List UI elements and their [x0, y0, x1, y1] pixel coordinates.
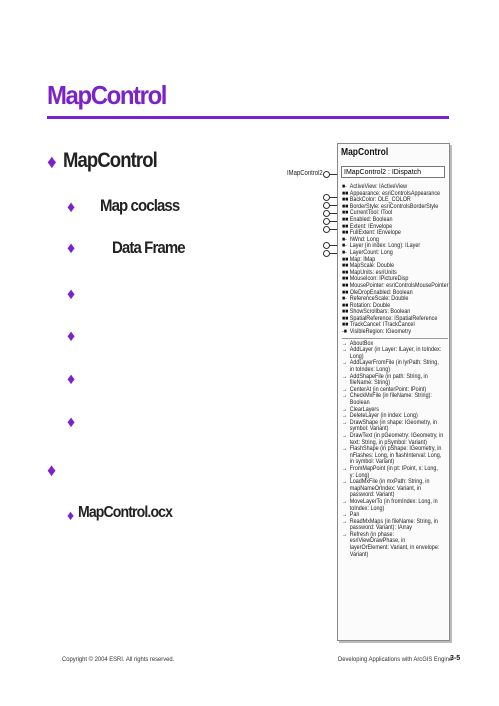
property-text: Appearance: esriControlsAppearance	[349, 189, 441, 197]
method-arrow-icon: →	[342, 360, 348, 367]
method-text: Pan	[349, 511, 360, 519]
bullet-marker: ♦	[67, 371, 76, 388]
method-arrow-icon: →	[342, 512, 348, 519]
get-property-icon: ■-	[342, 249, 347, 256]
method-text: LoadMxFile (in mxPath: String, in mapNameOrIndex: Variant, in password: Variant)	[349, 478, 430, 499]
method-row	[342, 446, 443, 466]
put-property-icon: -■	[342, 329, 347, 336]
method-arrow-icon: →	[342, 479, 348, 486]
method-arrow-icon: →	[342, 465, 348, 472]
property-text: ReferenceScale: Double	[349, 295, 409, 303]
get-property-icon: ■-	[342, 236, 347, 243]
get-put-property-icon: ■■	[342, 230, 349, 237]
property-text: CurrentTool: ITool	[349, 209, 393, 217]
bullet-marker: ♦	[67, 199, 76, 216]
bullet-marker: ♦	[67, 414, 76, 431]
get-put-property-icon: ■■	[342, 256, 349, 263]
bullet-marker: ♦	[47, 152, 57, 173]
bullet-marker: ♦	[67, 240, 76, 257]
property-text: LayerCount: Long	[349, 248, 393, 256]
property-text: Map: IMap	[349, 255, 376, 263]
property-text: hWnd: Long	[349, 235, 379, 243]
method-text: AddLayer (in Layer: ILayer, in toIndex: Long)	[349, 346, 442, 360]
get-property-icon: ■-	[342, 296, 347, 303]
get-put-property-icon: ■■	[342, 289, 349, 296]
bullet-marker: ♦	[67, 328, 76, 345]
bullet-marker: ♦	[47, 460, 57, 480]
method-arrow-icon: →	[342, 498, 348, 505]
method-list	[342, 341, 448, 559]
method-arrow-icon: →	[342, 419, 348, 426]
get-put-property-icon: ■■	[342, 263, 349, 270]
method-text: DrawShape (in shape: IGeometry, in symbol: Variant)	[349, 418, 437, 433]
property-list	[342, 184, 448, 558]
method-text: FlashShape (in pShape: IGeometry, in nFlashes: Long, in flashInterval: Long, in symbol: Variant)	[349, 445, 442, 466]
method-text: AddShapeFile (in path: String, in fileName: String)	[349, 372, 428, 387]
method-text: MoveLayerTo (in fromIndex: Long, in toIndex: Long)	[349, 497, 438, 512]
method-arrow-icon: →	[342, 347, 348, 354]
method-text: AddLayerFromFile (in lyrPath: String, in toIndex: Long)	[349, 359, 439, 374]
property-text: Extent: IEnvelope	[349, 222, 393, 230]
interface-lollipop	[327, 174, 337, 175]
get-put-property-icon: ■■	[342, 210, 349, 217]
method-arrow-icon: →	[342, 386, 348, 393]
method-text: FromMapPoint (in pt: IPoint, x: Long, y: Long)	[349, 464, 438, 479]
interface-box: IMapControl2 : IDispatch	[341, 166, 445, 178]
get-put-property-icon: ■■	[342, 269, 349, 276]
title-divider	[47, 116, 449, 119]
property-row	[342, 329, 433, 336]
interface-lollipop	[327, 197, 337, 198]
get-put-property-icon: ■■	[342, 315, 349, 322]
method-text: CheckMxFile (in fileName: String): Boolean	[349, 392, 432, 406]
interface-label: IMapControl2	[287, 170, 323, 177]
property-text: Rotation: Double	[349, 301, 391, 309]
property-text: FullExtent: IEnvelope	[349, 229, 401, 237]
interface-lollipop	[327, 245, 337, 246]
section-divider	[342, 338, 448, 339]
method-arrow-icon: →	[342, 373, 348, 380]
get-put-property-icon: ■■	[342, 223, 349, 230]
method-text: ReadMxMaps (in fileName: String, in password: Variant): IArray	[349, 517, 438, 532]
method-text: CenterAt (in centerPoint: IPoint)	[349, 385, 427, 393]
bullet-marker: ♦	[67, 507, 75, 523]
method-arrow-icon: →	[342, 446, 348, 453]
bullet-text: MapControl.ocx	[78, 504, 173, 521]
get-put-property-icon: ■■	[342, 216, 349, 223]
property-text: OleDropEnabled: Boolean	[349, 288, 413, 296]
interface-lollipop	[327, 205, 337, 206]
get-put-property-icon: ■■	[342, 203, 349, 210]
get-put-property-icon: ■■	[342, 282, 349, 289]
property-text: BorderStyle: esriControlsBorderStyle	[349, 202, 439, 210]
method-arrow-icon: →	[342, 413, 348, 420]
bullet-text: Map coclass	[100, 196, 180, 215]
method-arrow-icon: →	[342, 406, 348, 413]
page-number: 3-5	[450, 655, 461, 662]
method-text: ClearLayers	[349, 405, 379, 413]
class-title: MapControl	[341, 147, 389, 158]
method-text: AboutBox	[349, 339, 374, 347]
interface-lollipop	[327, 213, 337, 214]
get-put-property-icon: ■■	[342, 190, 349, 197]
method-text: DrawText (in pGeometry: IGeometry, in text: String, in pSymbol: Variant)	[349, 431, 444, 446]
get-property-icon: ■-	[342, 184, 347, 190]
method-text: Refresh (in phase: esriViewDrawPhase, in layerOrElement: Variant, in envelope: Variant)	[349, 530, 440, 558]
bullet-text: Data Frame	[112, 238, 185, 257]
method-arrow-icon: →	[342, 393, 348, 400]
footer-course: Developing Applications with ArcGIS Engine	[338, 656, 453, 663]
property-text: SpatialReference: ISpatialReference	[349, 314, 438, 322]
method-arrow-icon: →	[342, 531, 348, 538]
get-property-icon: ■-	[342, 243, 347, 250]
get-put-property-icon: ■■	[342, 302, 349, 309]
method-row	[342, 479, 443, 499]
slide-title: MapControl	[47, 80, 167, 110]
get-put-property-icon: ■■	[342, 309, 349, 316]
property-text: Layer (in index: Long): ILayer	[349, 242, 421, 250]
property-text: TrackCancel: ITrackCancel	[349, 321, 415, 329]
method-text: DeleteLayer (in index: Long)	[349, 412, 418, 420]
interface-lollipop	[327, 229, 337, 230]
get-put-property-icon: ■■	[342, 276, 349, 283]
property-text: MousePointer: esriControlsMousePointer	[349, 281, 449, 289]
property-text: MapScale: Double	[349, 262, 395, 270]
interface-lollipop	[327, 221, 337, 222]
property-text: Enabled: Boolean	[349, 215, 393, 223]
class-diagram	[337, 143, 450, 641]
property-text: BackColor: OLE_COLOR	[349, 196, 411, 204]
method-row	[342, 532, 443, 558]
interface-lollipop	[327, 253, 337, 254]
bullet-text: MapControl	[63, 149, 157, 172]
footer-copyright: Copyright © 2004 ESRI. All rights reserved.	[62, 656, 175, 663]
method-arrow-icon: →	[342, 518, 348, 525]
method-arrow-icon: →	[342, 432, 348, 439]
property-text: MouseIcon: IPictureDisp	[349, 275, 409, 283]
property-text: VisibleRegion: IGeometry	[349, 328, 412, 336]
property-text: ShowScrollbars: Boolean	[349, 308, 411, 316]
property-text: MapUnits: esriUnits	[349, 268, 397, 276]
bullet-marker: ♦	[67, 286, 76, 303]
get-put-property-icon: ■■	[342, 322, 349, 329]
property-text: ActiveView: IActiveView	[349, 183, 408, 190]
method-arrow-icon: →	[342, 340, 348, 347]
get-put-property-icon: ■■	[342, 197, 349, 204]
